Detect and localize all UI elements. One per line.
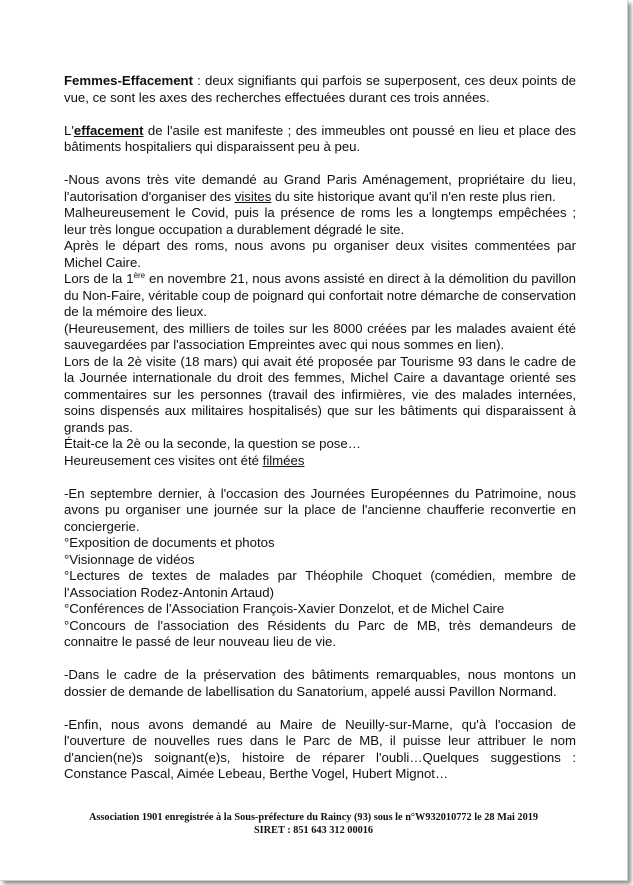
paragraph-text: -Nous avons très vite demandé au Grand Paris Aménagement, propriétaire du lieu, l'autorisation d'organiser des: [64, 172, 576, 204]
paragraph-labellisation: -Dans le cadre de la préservation des bâtiments remarquables, nous montons un dossier de demande de labellisation du Sanatorium, appelé aussi Pavillon Normand.: [64, 667, 576, 699]
paragraph-toiles: (Heureusement, des milliers de toiles sur les 8000 créées par les malades avaient été sauvegardées par l'association Empreintes avec qui nous sommes en lien).: [64, 320, 576, 352]
paragraph-first-visit: [64, 271, 576, 321]
list-item: °Visionnage de vidéos: [64, 551, 195, 567]
paragraph-depart-roms: Après le départ des roms, nous avons pu organiser deux visites commentées par Michel Caire.: [64, 238, 576, 270]
paragraph-text: : deux signifiants qui parfois se superposent, ces deux points de vue, ce sont les axes des recherches effectuées durant ces trois années.: [64, 73, 576, 105]
footer-siret-line: SIRET : 851 643 312 00016: [253, 825, 374, 836]
paragraph-text: Heureusement ces visites ont été: [64, 452, 263, 468]
paragraph-text: L': [64, 122, 74, 138]
paragraph-effacement: [64, 123, 576, 156]
footer-association-line: Association 1901 enregistrée à la Sous-préfecture du Raincy (93) sous le n°W932010772 le 28 Mai 2019: [88, 812, 539, 823]
paragraph-covid: Malheureusement le Covid, puis la présence de roms les a longtemps empêchées ; leur très longue occupation a durablement dégradé le site.: [64, 205, 576, 237]
term-effacement: effacement: [73, 122, 144, 138]
list-item: °Exposition de documents et photos: [64, 535, 275, 550]
paragraph-text: en novembre 21, nous avons assisté en direct à la démolition du pavillon du Non-Faire, véritable coup de poignard qui confortait notre démarche de conservation de la mémoire des lieux.: [64, 271, 576, 319]
list-item: °Concours de l'association des Résidents du Parc de MB, très demandeurs de connaitre le passé de leur nouveau lieu de vie.: [64, 617, 576, 649]
letter-body: [64, 73, 576, 783]
paragraph-journees-patrimoine: -En septembre dernier, à l'occasion des Journées Européennes du Patrimoine, nous avons pu organiser une journée sur la place de l'ancienne chaufferie reconvertie en conciergerie.: [64, 485, 576, 534]
paragraph-text: du site historique avant qu'il n'en reste plus rien.: [271, 188, 556, 204]
paragraph-intro: [64, 73, 576, 106]
list-item: °Conférences de l'Association François-Xavier Donzelot, et de Michel Caire: [64, 601, 505, 616]
paragraph-text: Lors de la 1: [64, 271, 134, 286]
paragraph-visites-request: [64, 172, 576, 205]
paragraph-second-visit: Lors de la 2è visite (18 mars) qui avait été proposée par Tourisme 93 dans le cadre de la Journée internationale du droit des femmes, Michel Caire a davantage orienté ses commentaires sur les personnes (travail des infirmières, vie des malades internées, soins dispensés aux militaires hospitalisés) que sur les bâtiments qui disparaissent à grands pas.: [64, 353, 576, 435]
term-femmes-effacement: Femmes-Effacement: [64, 73, 193, 88]
paragraph-filmees: [64, 453, 576, 470]
underlined-filmees: filmées: [262, 452, 305, 468]
list-item: °Lectures de textes de malades par Théophile Choquet (comédien, membre de l'Association Rodez-Antonin Artaud): [64, 568, 576, 600]
underlined-visites: visites: [234, 188, 272, 204]
paragraph-text: de l'asile est manifeste ; des immeubles ont poussé en lieu et place des bâtiments hospitaliers qui disparaissent peu à peu.: [64, 122, 576, 154]
paragraph-question: Était-ce la 2è ou la seconde, la question se pose…: [64, 436, 361, 451]
superscript-ere: ère: [133, 271, 146, 280]
paragraph-noms-rues: -Enfin, nous avons demandé au Maire de Neuilly-sur-Marne, qu'à l'occasion de l'ouverture de nouvelles rues dans le Parc de MB, il puisse leur attribuer le nom d'ancien(ne)s soignant(e)s, histoire de réparer l'oubli…Quelques suggestions : Constance Pascal, Aimée Lebeau, Berthe Vogel, Hubert Mignot…: [64, 716, 576, 781]
